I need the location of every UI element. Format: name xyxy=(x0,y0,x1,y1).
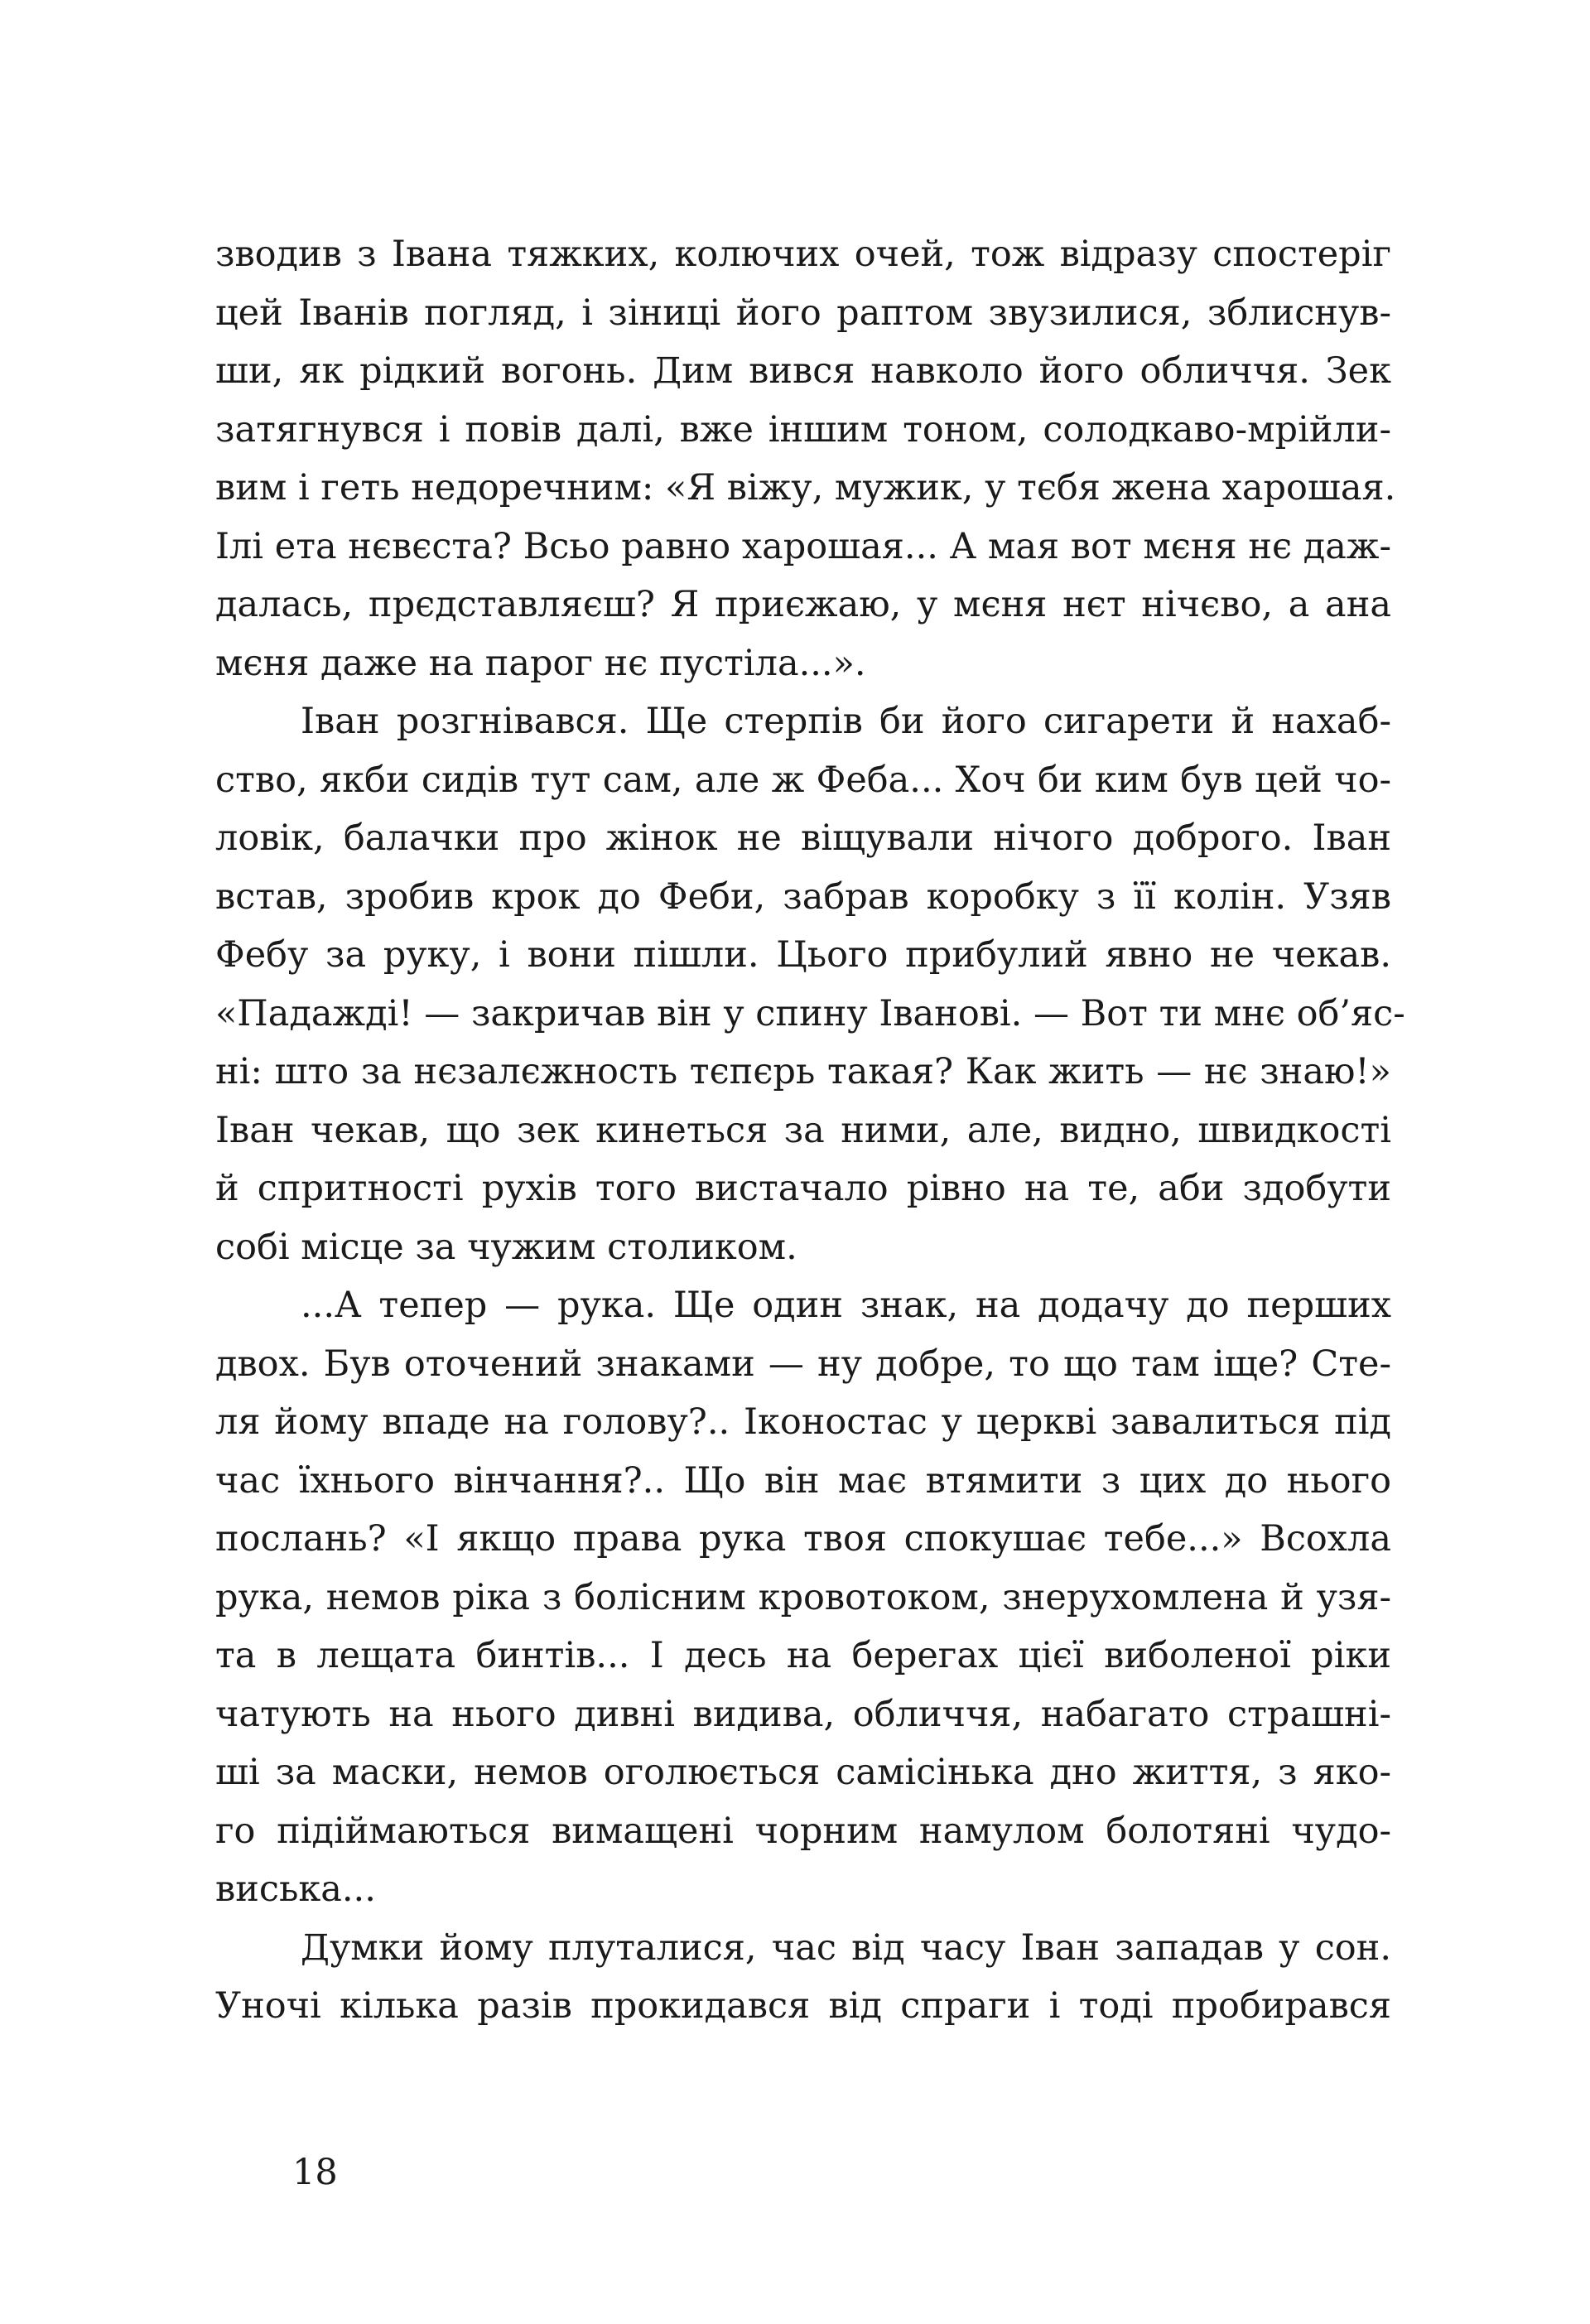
text-line: встав, зробив крок до Феби, забрав коробку з її колін. Узяв xyxy=(215,875,1391,918)
text-line: цей Іванів погляд, і зіниці його раптом звузилися, зблиснув- xyxy=(215,292,1391,334)
text-line: Думки йому плуталися, час від часу Іван западав у сон. xyxy=(301,1926,1391,1969)
text-line: далась, прєдставляєш? Я приєжаю, у мєня нєт нічєво, а ана xyxy=(215,584,1391,625)
text-line: ні: што за нєзалєжность тєпєрь такая? Как жить — нє знаю!» xyxy=(215,1051,1391,1092)
text-line: рука, немов ріка з болісним кровотоком, знерухомлена й узя- xyxy=(215,1576,1391,1618)
page-number: 18 xyxy=(292,2152,338,2193)
text-line: «Падажді! — закричав він у спину Іванові. — Вот ти мнє об’яс- xyxy=(215,992,1405,1034)
text-line: виська... xyxy=(215,1868,376,1910)
text-line: й спритності рухів того вистачало рівно на те, аби здобути xyxy=(215,1168,1391,1209)
text-line: Фебу за руку, і вони пішли. Цього прибулий явно не чекав. xyxy=(215,934,1391,976)
paragraph xyxy=(215,1919,1391,2036)
text-line: вим і геть недоречним: «Я віжу, мужик, у тєбя жена харошая. xyxy=(215,467,1396,509)
text-line: ши, як рідкий вогонь. Дим вився навколо його обличчя. Зек xyxy=(215,350,1391,392)
paragraph xyxy=(215,1276,1391,1919)
text-line: час їхнього вінчання?.. Що він має втямити з цих до нього xyxy=(215,1459,1391,1502)
text-line: послань? «І якщо права рука твоя спокушає тебе...» Всохла xyxy=(215,1518,1391,1560)
text-line: зводив з Івана тяжких, колючих очей, тож відразу спостеріг xyxy=(215,234,1391,275)
paragraph xyxy=(215,225,1396,692)
text-line: Іван чекав, що зек кинеться за ними, але, видно, швидкості xyxy=(215,1109,1391,1151)
text-line: ...А тепер — рука. Ще один знак, на додачу до перших xyxy=(301,1285,1391,1326)
body-text xyxy=(215,225,1405,2036)
paragraph xyxy=(215,692,1405,1276)
text-line: собі місце за чужим столиком. xyxy=(215,1226,797,1268)
text-line: ство, якби сидів тут сам, але ж Феба... Хоч би ким був цей чо- xyxy=(215,759,1391,801)
text-line: Уночі кілька разів прокидався від спраги і тоді пробирався xyxy=(215,1985,1391,2027)
text-line: Іван розгнівався. Ще стерпів би його сигарети й нахаб- xyxy=(301,701,1391,742)
text-line: ловік, балачки про жінок не віщували нічого доброго. Іван xyxy=(215,817,1391,859)
text-line: ля йому впаде на голову?.. Іконостас у церкві завалиться під xyxy=(215,1401,1391,1443)
text-line: та в лещата бинтів... І десь на берегах цієї виболеної ріки xyxy=(215,1635,1391,1676)
text-line: чатують на нього дивні видива, обличчя, набагато страшні- xyxy=(215,1693,1391,1735)
text-line: го підіймаються вимащені чорним намулом болотяні чудо- xyxy=(215,1810,1391,1852)
text-line: затягнувся і повів далі, вже іншим тоном, солодкаво-мрійли- xyxy=(215,408,1391,451)
text-line: Ілі ета нєвєста? Всьо равно харошая... А мая вот мєня нє даж- xyxy=(215,525,1391,567)
text-line: ші за маски, немов оголюється самісінька дно життя, з яко- xyxy=(215,1752,1391,1793)
text-line: двох. Був оточений знаками — ну добре, то що там іще? Сте- xyxy=(215,1343,1391,1385)
text-line: мєня даже на парог нє пустіла...». xyxy=(215,642,866,684)
